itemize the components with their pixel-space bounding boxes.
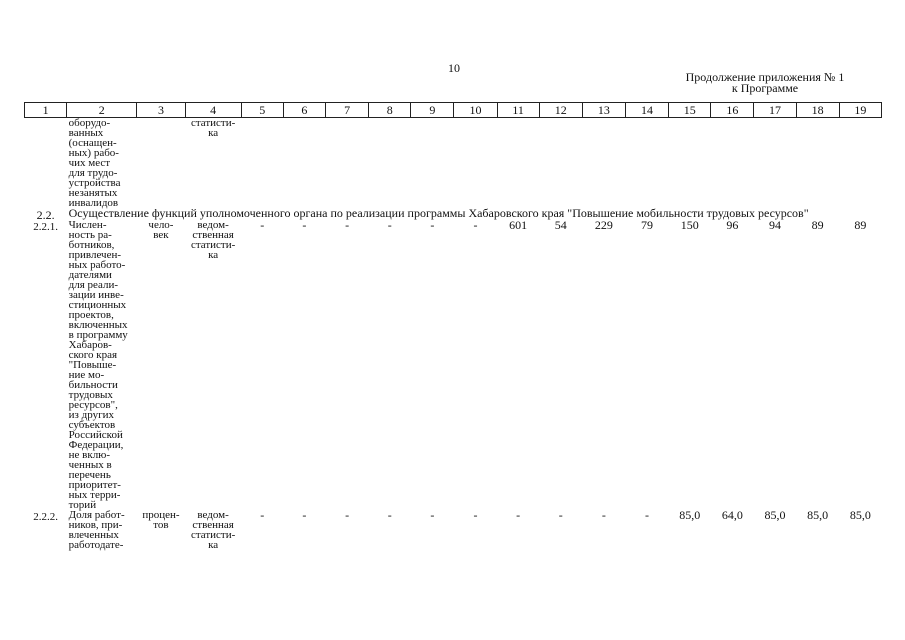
column-number-header: [25, 103, 882, 118]
value-cell: 85,0: [807, 508, 829, 522]
col-header: 10: [454, 103, 497, 118]
value-cell: -: [345, 218, 350, 232]
value-cell: [369, 118, 411, 209]
appendix-title: [665, 72, 865, 94]
value-cell: 150: [680, 218, 699, 232]
col-header: 7: [326, 103, 369, 118]
value-cell: -: [345, 508, 350, 522]
col-header: 5: [241, 103, 283, 118]
value-cell: 229: [594, 218, 613, 232]
value-cell: 96: [726, 218, 739, 232]
value-cell: [625, 118, 668, 209]
value-cell: 54: [554, 218, 567, 232]
value-cell: -: [387, 508, 392, 522]
col-header: 8: [369, 103, 411, 118]
col-header: 4: [185, 103, 241, 118]
table-row: [25, 510, 882, 550]
value-cell: -: [387, 218, 392, 232]
value-cell: [283, 118, 325, 209]
value-cell: 85,0: [764, 508, 786, 522]
appendix-line-2: к Программе: [731, 81, 799, 95]
col-header: 2: [67, 103, 137, 118]
value-cell: -: [473, 508, 478, 522]
value-cell: 89: [854, 218, 867, 232]
value-cell: -: [302, 218, 307, 232]
row-number: [25, 118, 67, 209]
col-header: 13: [582, 103, 625, 118]
row-number: 2.2.1.: [33, 221, 58, 233]
col-header: 17: [754, 103, 796, 118]
value-cell: [711, 118, 754, 209]
value-cell: 601: [509, 218, 528, 232]
value-cell: [411, 118, 454, 209]
col-header: 14: [625, 103, 668, 118]
value-cell: 85,0: [679, 508, 701, 522]
value-cell: -: [645, 508, 650, 522]
section-number: 2.2.: [36, 208, 55, 222]
appendix-line-1: Продолжение приложения № 1: [685, 70, 845, 84]
value-cell: [326, 118, 369, 209]
indicator-name: оборудо- ванных (оснащен- ных) рабо- чих мест для трудо- устройства незанятых инвалидов: [68, 117, 121, 209]
col-header: 18: [796, 103, 839, 118]
value-cell: -: [430, 508, 435, 522]
value-cell: 85,0: [849, 508, 871, 522]
value-cell: -: [260, 508, 265, 522]
value-cell: [669, 118, 711, 209]
value-cell: [796, 118, 839, 209]
col-header: 15: [669, 103, 711, 118]
value-cell: [754, 118, 796, 209]
value-cell: [497, 118, 539, 209]
value-cell: 94: [768, 218, 781, 232]
value-cell: 89: [811, 218, 824, 232]
unit: чело- век: [148, 219, 174, 241]
data-source: ведом- ственная статисти- ка: [190, 509, 236, 551]
value-cell: -: [430, 218, 435, 232]
value-cell: -: [601, 508, 606, 522]
value-cell: [241, 118, 283, 209]
value-cell: [839, 118, 881, 209]
value-cell: -: [260, 218, 265, 232]
col-header: 9: [411, 103, 454, 118]
indicator-name: Доля работ- ников, при- влеченных работодате-: [68, 509, 125, 551]
col-header: 1: [25, 103, 67, 118]
value-cell: [539, 118, 582, 209]
value-cell: 79: [641, 218, 654, 232]
page-number: 10: [448, 61, 460, 75]
row-number: 2.2.2.: [33, 511, 58, 523]
value-cell: -: [516, 508, 521, 522]
data-source: статисти- ка: [190, 117, 236, 139]
value-cell: [582, 118, 625, 209]
unit: [137, 118, 185, 209]
value-cell: -: [473, 218, 478, 232]
value-cell: 64,0: [721, 508, 743, 522]
table-row: [25, 118, 882, 209]
program-indicators-table: [24, 102, 882, 550]
col-header: 6: [283, 103, 325, 118]
indicator-name: Числен- ность ра- ботников, привлечен- ных работо- дателями для реали- зации инве- стиционных проектов, включенных в программу Хабаров- ского края "Повыше- ние мо- бильности трудовых ресурсов", из других субъектов Российской Федерации, не вклю- ченных в перечень приоритет- ных терри- торий: [68, 219, 128, 511]
col-header: 3: [137, 103, 185, 118]
table-row: [25, 220, 882, 510]
col-header: 12: [539, 103, 582, 118]
col-header: 19: [839, 103, 881, 118]
value-cell: -: [558, 508, 563, 522]
value-cell: [454, 118, 497, 209]
col-header: 11: [497, 103, 539, 118]
value-cell: -: [302, 508, 307, 522]
unit: процен- тов: [142, 509, 180, 531]
data-source: ведом- ственная статисти- ка: [190, 219, 236, 261]
col-header: 16: [711, 103, 754, 118]
section-title: Осуществление функций уполномоченного органа по реализации программы Хабаровского края "Повышение мобильности трудовых ресурсов": [68, 206, 809, 220]
